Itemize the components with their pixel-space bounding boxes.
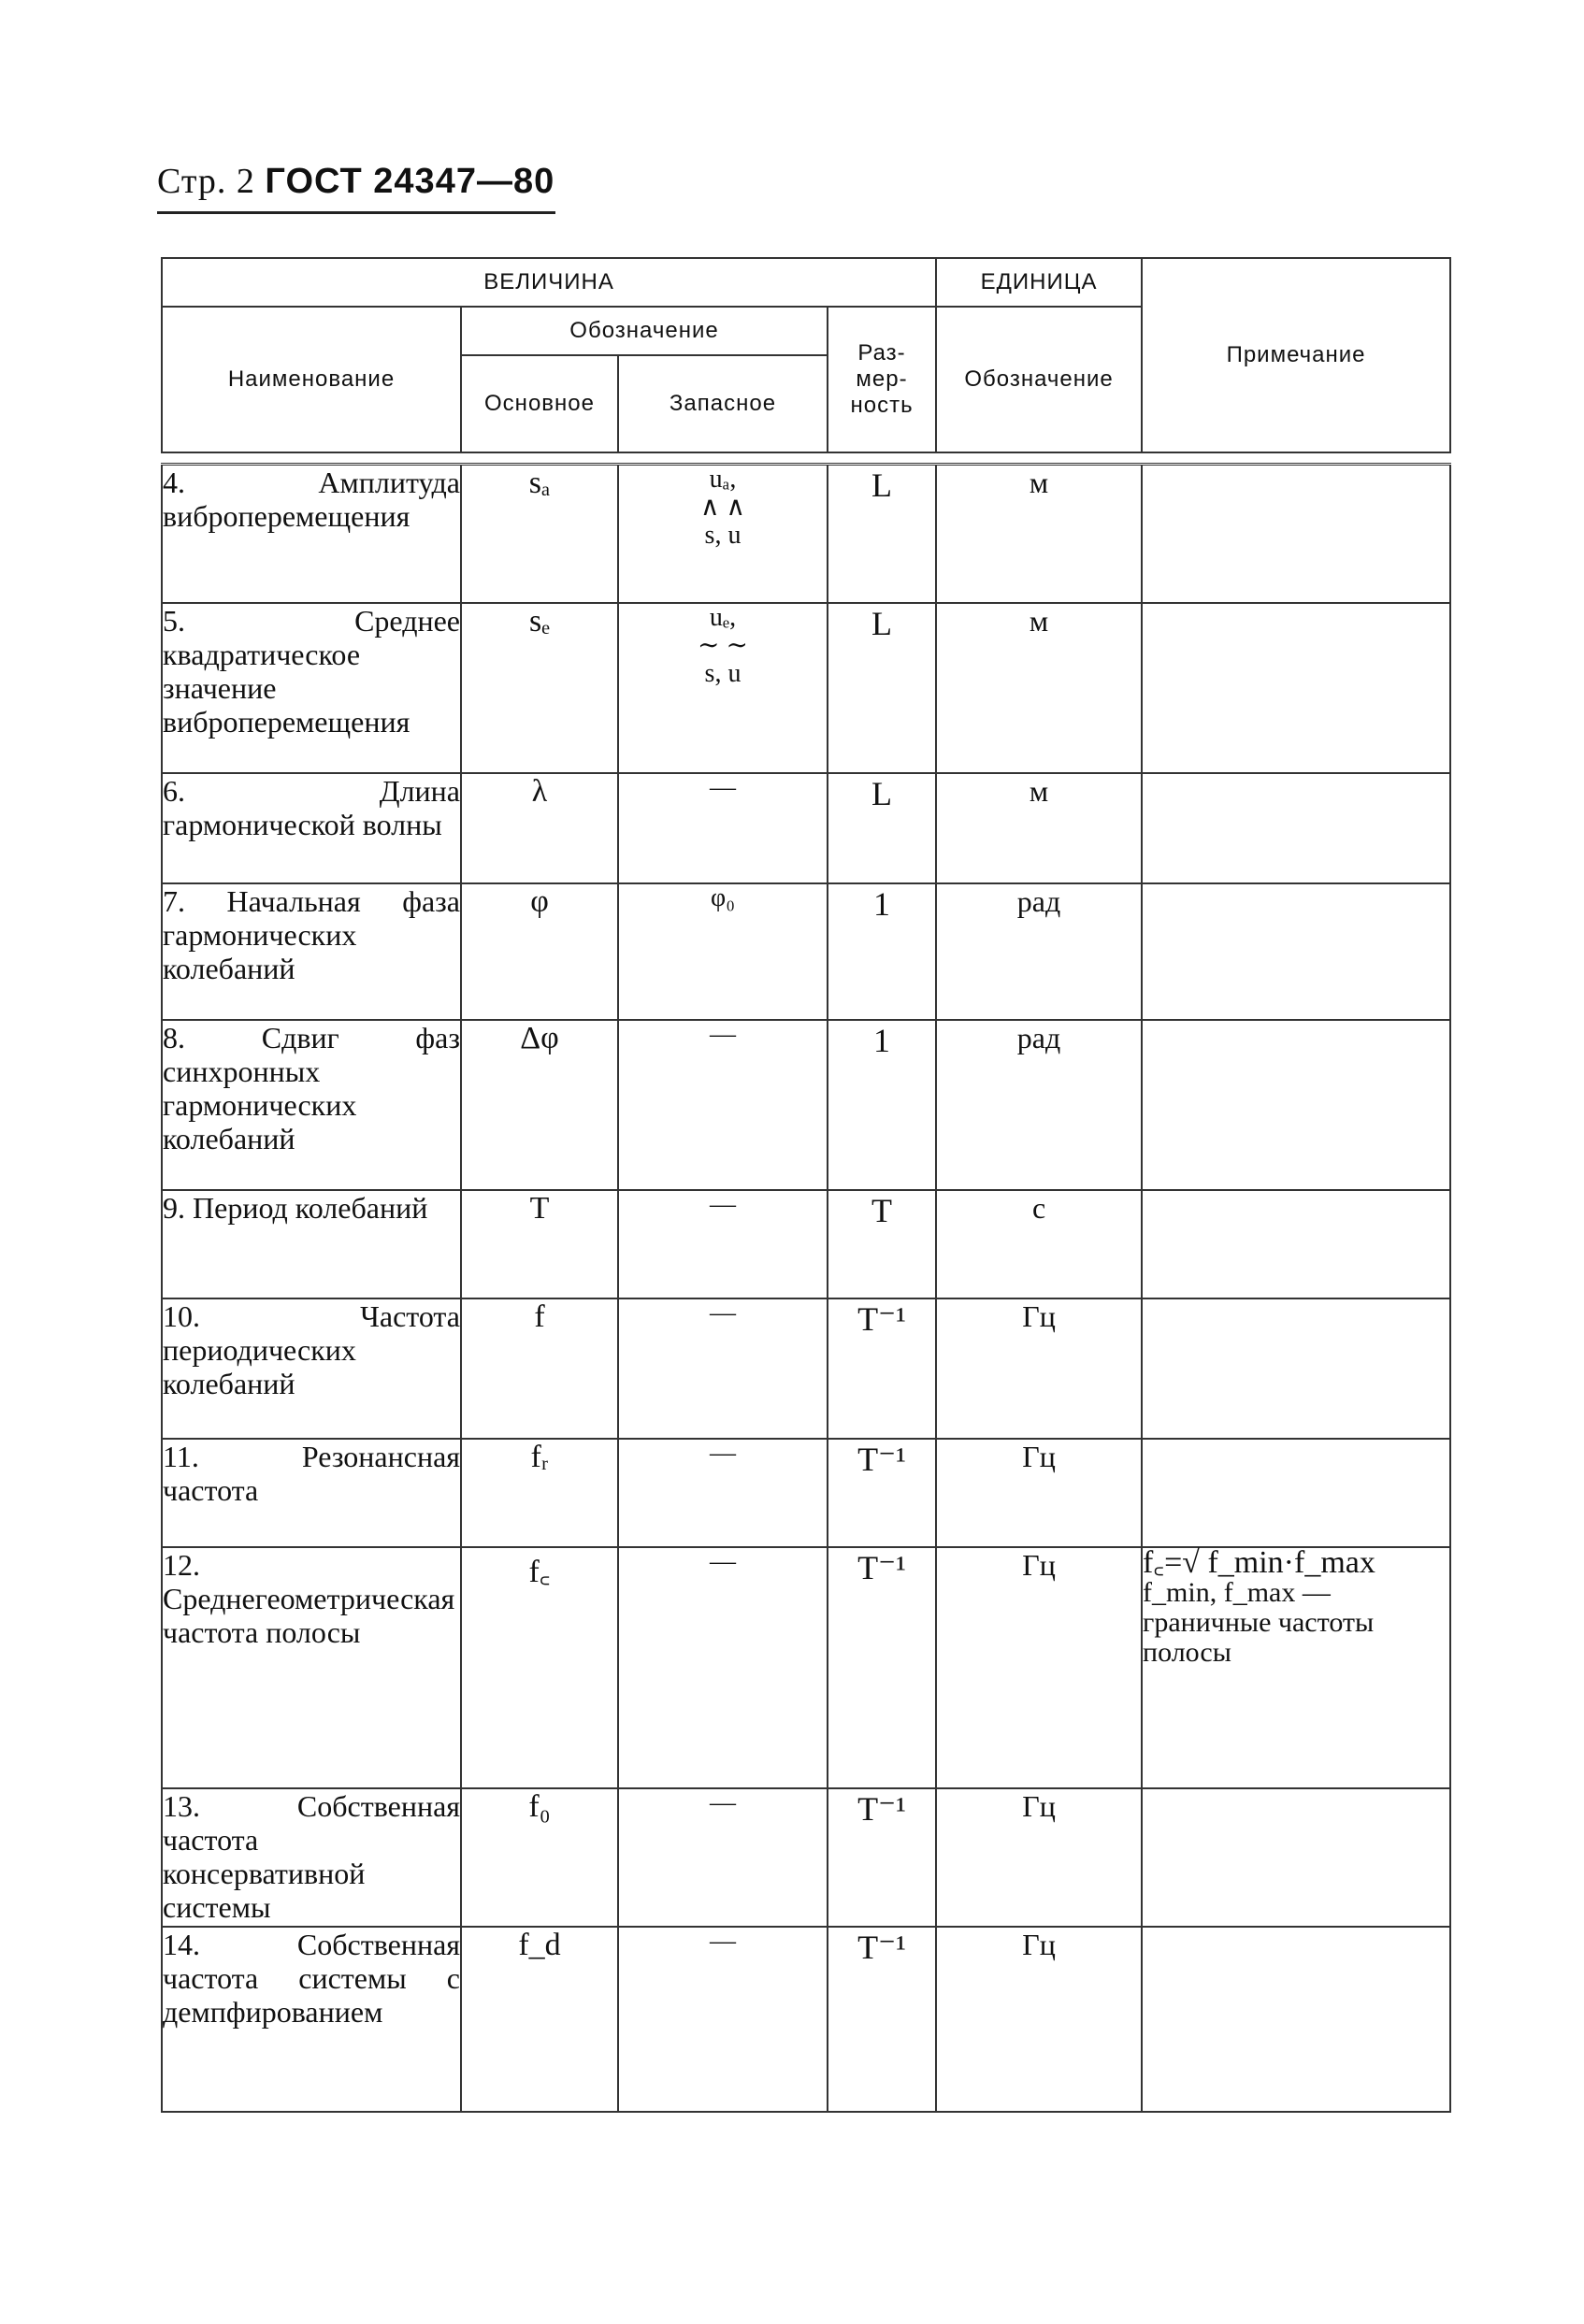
dimension-value: 1	[828, 883, 936, 1020]
unit-value: рад	[936, 1020, 1142, 1190]
dimension-value: T⁻¹	[828, 1927, 936, 2112]
table-row	[162, 1788, 1450, 1927]
main-symbol: f	[461, 1298, 618, 1439]
header-rule	[157, 211, 555, 214]
unit-value: Гц	[936, 1298, 1142, 1439]
quantities-table	[161, 257, 1451, 2113]
reserve-symbol: φ₀	[618, 883, 828, 1020]
note-value	[1142, 1190, 1450, 1298]
quantity-name: 5. Среднее квадратическое значение виброперемещения	[162, 603, 461, 773]
table-row	[162, 603, 1450, 773]
main-symbol: f₀	[461, 1788, 618, 1927]
quantity-name: 9. Период колебаний	[162, 1190, 461, 1298]
note-value	[1142, 883, 1450, 1020]
note-header: Примечание	[1142, 258, 1450, 452]
reserve-designation-header: Запасное	[618, 355, 828, 452]
unit-value: Гц	[936, 1439, 1142, 1547]
table-row	[162, 1439, 1450, 1547]
dimension-value: L	[828, 773, 936, 883]
main-symbol: fᵣ	[461, 1439, 618, 1547]
unit-value: м	[936, 603, 1142, 773]
reserve-symbol: —	[618, 773, 828, 883]
dimension-value: L	[828, 603, 936, 773]
main-symbol: T	[461, 1190, 618, 1298]
note-value	[1142, 603, 1450, 773]
unit-value: Гц	[936, 1547, 1142, 1788]
reserve-symbol: —	[618, 1298, 828, 1439]
table-row	[162, 1020, 1450, 1190]
group-unit-header: ЕДИНИЦА	[936, 258, 1142, 307]
unit-value: м	[936, 465, 1142, 603]
table-row	[162, 1547, 1450, 1788]
standard-number: ГОСТ 24347—80	[265, 162, 555, 201]
quantity-name: 6. Длина гармонической волны	[162, 773, 461, 883]
reserve-symbol: uₑ, ∼ ∼ s, u	[618, 603, 828, 773]
note-text: f_min, f_max — граничные частоты полосы	[1143, 1576, 1375, 1668]
main-symbol: sₐ	[461, 465, 618, 603]
quantity-name: 10. Частота периодических колебаний	[162, 1298, 461, 1439]
main-symbol: sₑ	[461, 603, 618, 773]
note-value	[1142, 1544, 1450, 1788]
group-quantity-header: ВЕЛИЧИНА	[162, 258, 936, 307]
dimension-value: T⁻¹	[828, 1298, 936, 1439]
reserve-symbol: —	[618, 1788, 828, 1927]
unit-designation-header: Обозначение	[936, 307, 1142, 452]
quantity-name: 12. Среднегеометрическая частота полосы	[162, 1547, 461, 1788]
page-header	[157, 161, 554, 202]
main-symbol: f꜀	[461, 1547, 618, 1788]
dimension-header: Раз- мер- ность	[828, 307, 936, 452]
note-value	[1142, 1439, 1450, 1547]
dimension-value: T⁻¹	[828, 1439, 936, 1547]
table-row	[162, 773, 1450, 883]
note-formula: f꜀=√ f_min·f_max	[1143, 1544, 1375, 1580]
note-value	[1142, 1927, 1450, 2112]
quantity-name: 8. Сдвиг фаз синхронных гармонических колебаний	[162, 1020, 461, 1190]
dimension-value: T⁻¹	[828, 1788, 936, 1927]
unit-value: рад	[936, 883, 1142, 1020]
quantity-name: 11. Резонансная частота	[162, 1439, 461, 1547]
note-value	[1142, 1788, 1450, 1927]
reserve-symbol: uₐ, ∧ ∧ s, u	[618, 465, 828, 603]
name-header: Наименование	[162, 307, 461, 452]
dimension-value: L	[828, 465, 936, 603]
unit-value: Гц	[936, 1788, 1142, 1927]
dimension-value: T	[828, 1190, 936, 1298]
unit-value: м	[936, 773, 1142, 883]
reserve-symbol: —	[618, 1927, 828, 2112]
reserve-symbol: —	[618, 1020, 828, 1190]
note-value	[1142, 1298, 1450, 1439]
table-row	[162, 1927, 1450, 2112]
dimension-value: 1	[828, 1020, 936, 1190]
unit-value: с	[936, 1190, 1142, 1298]
main-symbol: Δφ	[461, 1020, 618, 1190]
note-value	[1142, 1020, 1450, 1190]
reserve-symbol: —	[618, 1190, 828, 1298]
header-separator	[162, 452, 1450, 465]
reserve-symbol: —	[618, 1547, 828, 1788]
quantity-name: 7. Начальная фаза гармонических колебаний	[162, 883, 461, 1020]
note-value	[1142, 773, 1450, 883]
unit-value: Гц	[936, 1927, 1142, 2112]
quantity-name: 14. Собственная частота системы с демпфированием	[162, 1927, 461, 2112]
reserve-symbol: —	[618, 1439, 828, 1547]
page-label: Стр. 2	[157, 162, 255, 201]
table-row	[162, 465, 1450, 603]
quantity-name: 13. Собственная частота консервативной системы	[162, 1788, 461, 1927]
main-symbol: φ	[461, 883, 618, 1020]
quantity-name: 4. Амплитуда виброперемещения	[162, 465, 461, 603]
main-designation-header: Основное	[461, 355, 618, 452]
main-symbol: f_d	[461, 1927, 618, 2112]
note-value	[1142, 465, 1450, 603]
table-row	[162, 1190, 1450, 1298]
table-row	[162, 883, 1450, 1020]
main-symbol: λ	[461, 773, 618, 883]
designation-header: Обозначение	[461, 307, 828, 355]
table-row	[162, 1298, 1450, 1439]
dimension-value: T⁻¹	[828, 1547, 936, 1788]
